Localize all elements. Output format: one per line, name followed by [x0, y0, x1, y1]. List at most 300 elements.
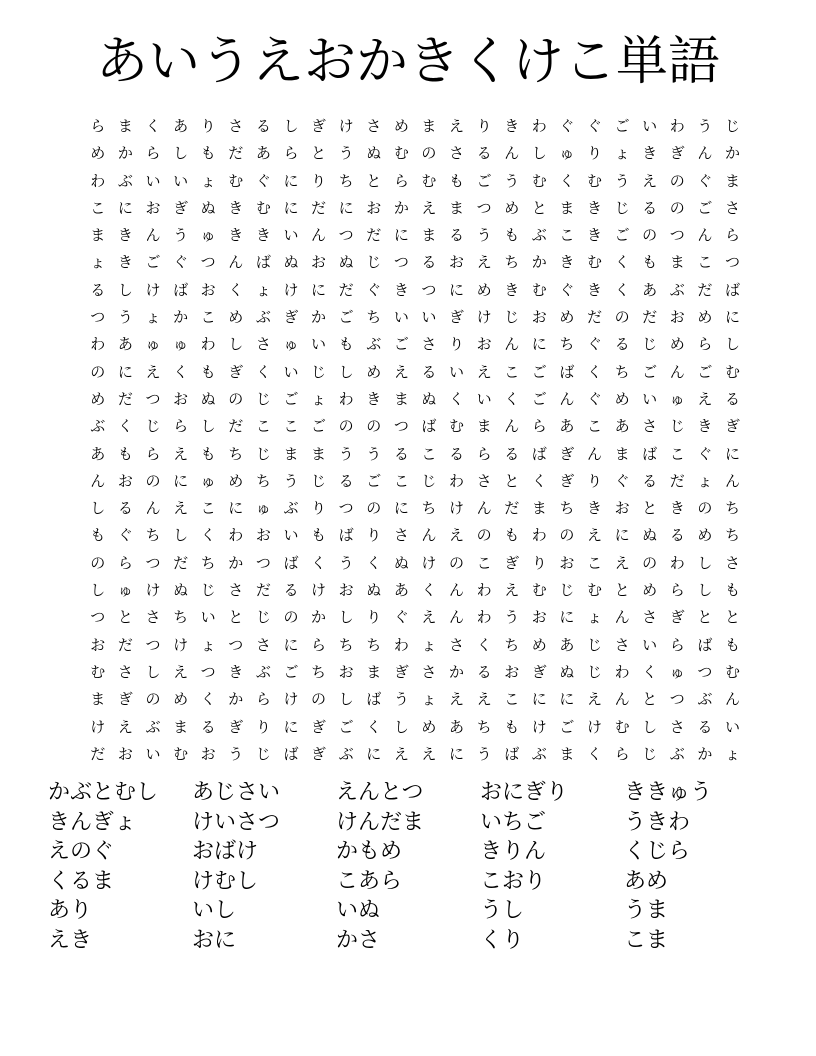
grid-cell: お [200, 744, 216, 763]
grid-cell: あ [117, 335, 133, 354]
grid-row [84, 604, 746, 631]
grid-cell: も [504, 226, 520, 245]
grid-cell: と [228, 608, 244, 627]
grid-cell: し [90, 581, 106, 600]
grid-cell: つ [255, 553, 271, 572]
grid-cell: ご [338, 308, 354, 327]
grid-cell: り [366, 608, 382, 627]
grid-cell: わ [669, 117, 685, 135]
grid-cell: め [90, 389, 106, 408]
grid-cell: ば [366, 690, 382, 709]
grid-cell: さ [421, 662, 437, 681]
grid-cell: し [283, 117, 299, 135]
grid-cell: あ [559, 635, 575, 654]
grid-cell: つ [145, 635, 161, 654]
grid-cell: ま [117, 117, 133, 135]
grid-cell: い [642, 635, 658, 654]
grid-cell: に [393, 226, 409, 245]
grid-cell: ご [283, 389, 299, 408]
grid-cell: こ [90, 198, 106, 217]
grid-cell: し [173, 144, 189, 163]
grid-cell: さ [393, 526, 409, 545]
grid-row [84, 686, 746, 713]
grid-cell: え [393, 362, 409, 381]
grid-cell: の [366, 417, 382, 436]
grid-cell: ち [504, 253, 520, 272]
grid-cell: ゅ [145, 335, 161, 354]
grid-cell: る [642, 471, 658, 490]
grid-cell: む [724, 662, 740, 681]
grid-cell: い [283, 362, 299, 381]
grid-cell: え [421, 744, 437, 763]
grid-cell: ぎ [559, 471, 575, 490]
grid-cell: ん [476, 499, 492, 518]
grid-cell: さ [421, 335, 437, 354]
grid-cell: わ [531, 526, 547, 545]
grid-cell: の [449, 553, 465, 572]
grid-cell: け [421, 553, 437, 572]
grid-cell: き [586, 198, 602, 217]
grid-cell: ぬ [200, 198, 216, 217]
grid-cell: ら [614, 744, 630, 763]
grid-cell: き [586, 226, 602, 245]
grid-cell: む [255, 198, 271, 217]
grid-cell: ご [531, 389, 547, 408]
grid-cell: ら [145, 444, 161, 463]
grid-cell: じ [586, 635, 602, 654]
grid-cell: ぬ [642, 526, 658, 545]
grid-cell: き [504, 280, 520, 299]
grid-cell: い [421, 308, 437, 327]
grid-cell: の [669, 171, 685, 190]
grid-cell: ま [90, 690, 106, 709]
grid-cell: い [145, 744, 161, 763]
grid-cell: め [504, 198, 520, 217]
grid-cell: つ [393, 417, 409, 436]
grid-cell: え [697, 389, 713, 408]
grid-cell: く [366, 553, 382, 572]
grid-cell: ば [697, 635, 713, 654]
grid-cell: だ [173, 553, 189, 572]
grid-cell: け [311, 581, 327, 600]
grid-cell: ん [614, 690, 630, 709]
grid-cell: り [586, 144, 602, 163]
grid-cell: い [311, 335, 327, 354]
grid-cell: ご [614, 117, 630, 135]
grid-cell: め [476, 280, 492, 299]
grid-cell: ば [173, 280, 189, 299]
grid-cell: き [228, 226, 244, 245]
grid-cell: ち [724, 526, 740, 545]
grid-cell: だ [669, 471, 685, 490]
grid-cell: こ [559, 226, 575, 245]
grid-cell: ん [145, 226, 161, 245]
grid-cell: ご [393, 335, 409, 354]
grid-cell: ょ [255, 280, 271, 299]
grid-cell: ぬ [366, 144, 382, 163]
grid-cell: く [311, 553, 327, 572]
grid-cell: つ [90, 308, 106, 327]
grid-cell: け [90, 717, 106, 736]
grid-cell: ぎ [559, 444, 575, 463]
grid-cell: ご [145, 253, 161, 272]
grid-cell: き [255, 226, 271, 245]
grid-cell: か [228, 690, 244, 709]
grid-cell: つ [669, 690, 685, 709]
grid-cell: ま [669, 253, 685, 272]
grid-cell: い [200, 608, 216, 627]
grid-cell: ら [531, 417, 547, 436]
grid-cell: さ [228, 581, 244, 600]
grid-row [84, 495, 746, 522]
grid-cell: け [586, 717, 602, 736]
grid-cell: に [173, 471, 189, 490]
grid-cell: ま [311, 444, 327, 463]
grid-cell: も [117, 444, 133, 463]
grid-cell: る [669, 526, 685, 545]
grid-cell: ち [476, 717, 492, 736]
grid-cell: く [504, 389, 520, 408]
word-list-item: こま [624, 927, 669, 953]
grid-cell: ば [724, 280, 740, 299]
grid-cell: つ [145, 553, 161, 572]
grid-cell: く [145, 117, 161, 135]
grid-row [84, 550, 746, 577]
grid-cell: お [173, 389, 189, 408]
grid-cell: ぶ [669, 744, 685, 763]
grid-cell: あ [614, 417, 630, 436]
grid-cell: し [117, 280, 133, 299]
grid-cell: に [531, 690, 547, 709]
grid-cell: ん [504, 417, 520, 436]
grid-row [84, 714, 746, 741]
grid-cell: ん [311, 226, 327, 245]
grid-cell: お [255, 526, 271, 545]
grid-cell: ち [504, 635, 520, 654]
grid-cell: ち [559, 335, 575, 354]
grid-cell: ま [476, 417, 492, 436]
grid-cell: こ [393, 471, 409, 490]
grid-cell: し [724, 335, 740, 354]
grid-cell: り [449, 335, 465, 354]
grid-cell: め [531, 635, 547, 654]
grid-cell: し [338, 690, 354, 709]
grid-cell: も [311, 526, 327, 545]
grid-cell: も [90, 526, 106, 545]
grid-cell: め [614, 389, 630, 408]
grid-cell: の [697, 499, 713, 518]
grid-cell: お [366, 198, 382, 217]
grid-cell: け [531, 717, 547, 736]
grid-cell: ま [559, 198, 575, 217]
grid-cell: し [173, 526, 189, 545]
grid-cell: さ [642, 417, 658, 436]
grid-cell: ぎ [117, 690, 133, 709]
grid-cell: と [614, 581, 630, 600]
grid-cell: う [614, 171, 630, 190]
grid-cell: ば [531, 444, 547, 463]
grid-cell: つ [228, 635, 244, 654]
grid-cell: め [366, 362, 382, 381]
grid-cell: る [90, 280, 106, 299]
grid-cell: む [449, 417, 465, 436]
grid-cell: る [338, 471, 354, 490]
word-list-item: あり [48, 898, 93, 924]
grid-cell: ぬ [338, 253, 354, 272]
grid-cell: む [531, 581, 547, 600]
grid-cell: ゅ [255, 499, 271, 518]
grid-cell: ら [476, 444, 492, 463]
grid-cell: お [90, 635, 106, 654]
grid-cell: ぎ [228, 362, 244, 381]
grid-row [84, 113, 746, 140]
word-list-item: けんだま [336, 809, 425, 835]
grid-cell: め [642, 581, 658, 600]
word-list-item: くじら [624, 839, 691, 865]
grid-cell: だ [697, 280, 713, 299]
grid-cell: う [476, 226, 492, 245]
grid-cell: き [228, 198, 244, 217]
grid-row [84, 441, 746, 468]
grid-cell: ら [90, 117, 106, 135]
grid-cell: ょ [724, 744, 740, 763]
grid-cell: う [504, 608, 520, 627]
grid-cell: ぶ [283, 499, 299, 518]
grid-cell: め [228, 308, 244, 327]
grid-cell: ち [614, 362, 630, 381]
grid-cell: め [559, 308, 575, 327]
grid-cell: か [311, 308, 327, 327]
grid-cell: ち [173, 608, 189, 627]
grid-cell: ぶ [338, 744, 354, 763]
grid-cell: ら [255, 690, 271, 709]
grid-cell: ぐ [255, 171, 271, 190]
word-list-item: こおり [480, 868, 547, 894]
grid-cell: ぶ [697, 690, 713, 709]
grid-cell: し [145, 662, 161, 681]
grid-cell: ぐ [559, 117, 575, 135]
grid-cell: さ [476, 471, 492, 490]
grid-cell: う [366, 444, 382, 463]
grid-cell: し [200, 417, 216, 436]
word-list-item: きりん [480, 839, 547, 865]
grid-cell: だ [117, 635, 133, 654]
grid-cell: も [338, 335, 354, 354]
grid-cell: こ [504, 362, 520, 381]
word-list-item: いちご [480, 809, 547, 835]
grid-cell: ぎ [311, 744, 327, 763]
grid-row [84, 413, 746, 440]
grid-cell: ぬ [366, 581, 382, 600]
grid-cell: ま [531, 499, 547, 518]
word-list-item: あめ [624, 868, 669, 894]
grid-cell: ぬ [559, 662, 575, 681]
grid-cell: と [117, 608, 133, 627]
grid-cell: わ [531, 117, 547, 135]
word-list-item: くるま [48, 868, 115, 894]
grid-cell: き [669, 499, 685, 518]
grid-cell: つ [145, 389, 161, 408]
grid-cell: ぐ [586, 335, 602, 354]
grid-cell: に [366, 744, 382, 763]
grid-cell: つ [669, 226, 685, 245]
grid-cell: ゅ [559, 144, 575, 163]
grid-cell: く [642, 662, 658, 681]
grid-cell: い [145, 171, 161, 190]
word-list-item: おに [192, 927, 237, 953]
grid-row [84, 577, 746, 604]
grid-cell: わ [338, 389, 354, 408]
grid-cell: ぎ [283, 308, 299, 327]
grid-cell: こ [200, 499, 216, 518]
grid-cell: こ [697, 253, 713, 272]
grid-cell: ち [255, 471, 271, 490]
grid-cell: ぐ [697, 171, 713, 190]
grid-cell: ご [697, 198, 713, 217]
grid-cell: え [476, 362, 492, 381]
grid-cell: く [173, 362, 189, 381]
grid-cell: こ [255, 417, 271, 436]
grid-cell: く [255, 362, 271, 381]
grid-cell: う [173, 226, 189, 245]
grid-cell: え [614, 553, 630, 572]
grid-cell: む [421, 171, 437, 190]
grid-cell: ち [724, 499, 740, 518]
grid-cell: だ [366, 226, 382, 245]
grid-cell: り [586, 471, 602, 490]
grid-cell: と [697, 608, 713, 627]
grid-cell: ち [228, 444, 244, 463]
grid-cell: か [117, 144, 133, 163]
grid-cell: ん [449, 581, 465, 600]
grid-row [84, 386, 746, 413]
grid-cell: し [90, 499, 106, 518]
grid-cell: ら [311, 635, 327, 654]
grid-cell: と [642, 690, 658, 709]
grid-cell: く [421, 581, 437, 600]
grid-cell: い [173, 171, 189, 190]
grid-cell: こ [669, 444, 685, 463]
grid-cell: の [145, 690, 161, 709]
grid-cell: だ [338, 280, 354, 299]
grid-cell: ょ [145, 308, 161, 327]
grid-cell: だ [117, 389, 133, 408]
grid-cell: る [200, 717, 216, 736]
grid-cell: か [228, 553, 244, 572]
grid-cell: つ [724, 253, 740, 272]
grid-row [84, 632, 746, 659]
grid-cell: だ [228, 417, 244, 436]
grid-cell: さ [228, 117, 244, 135]
grid-cell: ば [255, 253, 271, 272]
grid-cell: り [531, 553, 547, 572]
grid-cell: つ [338, 226, 354, 245]
grid-cell: む [586, 253, 602, 272]
grid-cell: こ [421, 444, 437, 463]
grid-cell: え [449, 690, 465, 709]
grid-cell: ぐ [697, 444, 713, 463]
grid-row [84, 468, 746, 495]
grid-cell: め [173, 690, 189, 709]
grid-cell: う [393, 690, 409, 709]
grid-cell: さ [724, 553, 740, 572]
grid-cell: ょ [311, 389, 327, 408]
grid-cell: の [366, 499, 382, 518]
word-list-item: うし [480, 898, 525, 924]
grid-cell: わ [393, 635, 409, 654]
grid-cell: う [476, 744, 492, 763]
grid-cell: ぶ [531, 744, 547, 763]
grid-cell: ぶ [90, 417, 106, 436]
grid-cell: ん [90, 471, 106, 490]
grid-cell: も [642, 253, 658, 272]
grid-cell: う [283, 471, 299, 490]
grid-cell: ば [504, 744, 520, 763]
word-list [48, 778, 768, 956]
grid-cell: ぬ [393, 553, 409, 572]
grid-cell: に [724, 308, 740, 327]
grid-cell: む [586, 581, 602, 600]
grid-cell: の [283, 608, 299, 627]
grid-cell: じ [255, 744, 271, 763]
grid-cell: ま [366, 662, 382, 681]
grid-cell: る [697, 717, 713, 736]
grid-cell: る [393, 444, 409, 463]
grid-cell: け [338, 117, 354, 135]
grid-cell: ら [173, 417, 189, 436]
grid-cell: さ [614, 635, 630, 654]
grid-cell: い [476, 389, 492, 408]
grid-cell: じ [669, 417, 685, 436]
grid-cell: ご [614, 226, 630, 245]
grid-cell: に [559, 608, 575, 627]
grid-cell: め [90, 144, 106, 163]
grid-cell: え [393, 744, 409, 763]
grid-cell: る [283, 581, 299, 600]
grid-cell: る [642, 198, 658, 217]
grid-cell: ご [476, 171, 492, 190]
grid-cell: か [531, 253, 547, 272]
grid-cell: お [338, 662, 354, 681]
grid-cell: ぐ [117, 526, 133, 545]
grid-cell: く [117, 417, 133, 436]
grid-cell: ぎ [504, 553, 520, 572]
grid-cell: つ [697, 662, 713, 681]
grid-cell: の [642, 226, 658, 245]
grid-cell: も [504, 717, 520, 736]
grid-cell: だ [228, 144, 244, 163]
grid-cell: も [200, 444, 216, 463]
grid-cell: ご [697, 362, 713, 381]
grid-cell: ぎ [669, 608, 685, 627]
grid-cell: む [614, 717, 630, 736]
grid-cell: え [586, 690, 602, 709]
grid-cell: け [283, 690, 299, 709]
grid-cell: あ [173, 117, 189, 135]
grid-cell: じ [366, 253, 382, 272]
grid-cell: じ [255, 608, 271, 627]
grid-cell: ち [145, 526, 161, 545]
word-list-item: くり [480, 927, 525, 953]
grid-cell: し [697, 553, 713, 572]
grid-cell: に [393, 499, 409, 518]
grid-cell: ぶ [255, 308, 271, 327]
grid-cell: む [393, 144, 409, 163]
grid-cell: ぶ [145, 717, 161, 736]
grid-cell: る [449, 444, 465, 463]
grid-cell: う [338, 553, 354, 572]
grid-cell: か [311, 608, 327, 627]
